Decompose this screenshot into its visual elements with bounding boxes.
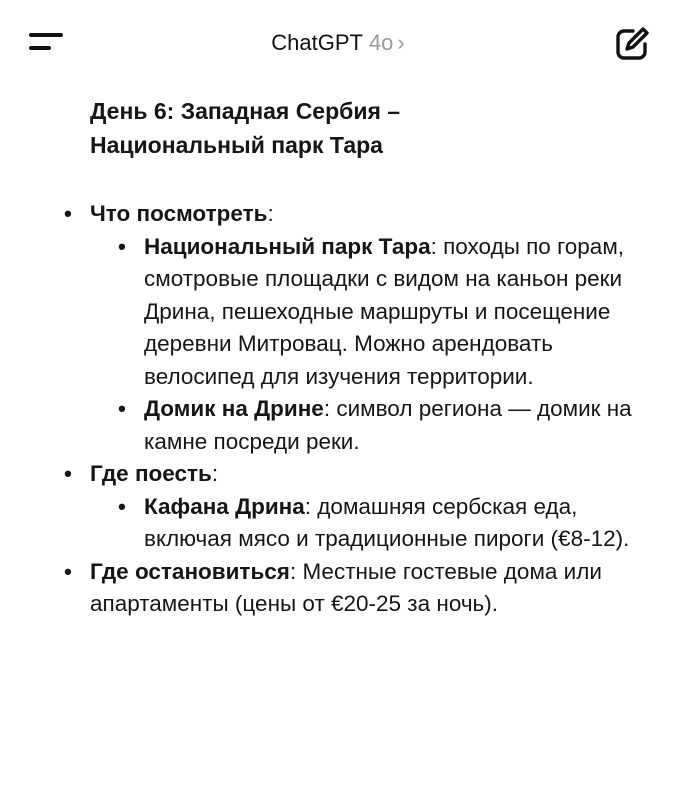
section-see [64,198,650,458]
app-title: ChatGPT [271,30,363,55]
heading-line-2: Национальный парк Тара [90,132,383,158]
heading-line-1: День 6: Западная Сербия – [90,98,401,124]
section-stay [64,556,650,621]
model-name: 4o [368,30,394,55]
item-text: : символ региона — домик на камне посреди реки. [144,396,632,454]
section-label: Где остановиться [90,558,290,584]
sub-list [90,231,650,459]
section-text: : Местные гостевые дома или апартаменты (цены от €20-25 за ночь). [90,558,602,616]
bullet: • [64,461,72,486]
bullet: • [64,201,72,226]
list-item [118,491,650,556]
itinerary-list [64,198,650,621]
item-label: Национальный парк Тара [144,233,431,259]
chevron-right-icon: › [397,30,405,55]
bullet: • [118,396,126,421]
list-item [118,231,650,394]
section-colon: : [267,201,274,226]
bullet: • [118,233,126,259]
section-colon: : [211,461,219,486]
list-item [118,393,650,458]
sub-list [90,491,650,556]
item-text: : походы по горам, смотровые площадки с видом на каньон реки Дрина, пешеходные маршруты и посещение деревни Митровац. Можно арендовать велосипед для изучения территории. [144,233,625,389]
item-label: Домик на Дрине [144,396,324,421]
model-selector[interactable] [0,28,676,58]
section-eat [64,458,650,556]
item-text: : домашняя сербская еда, включая мясо и традиционные пироги (€8-12). [144,493,630,551]
top-bar [0,0,676,86]
new-chat-button[interactable] [612,24,652,64]
new-chat-edit-icon [612,24,652,64]
section-label: Что посмотреть [90,201,268,226]
bullet: • [64,558,72,584]
message-heading [90,94,650,162]
bullet: • [118,493,126,519]
item-label: Кафана Дрина [144,493,305,519]
assistant-message [64,94,650,621]
section-label: Где поесть [90,461,212,486]
